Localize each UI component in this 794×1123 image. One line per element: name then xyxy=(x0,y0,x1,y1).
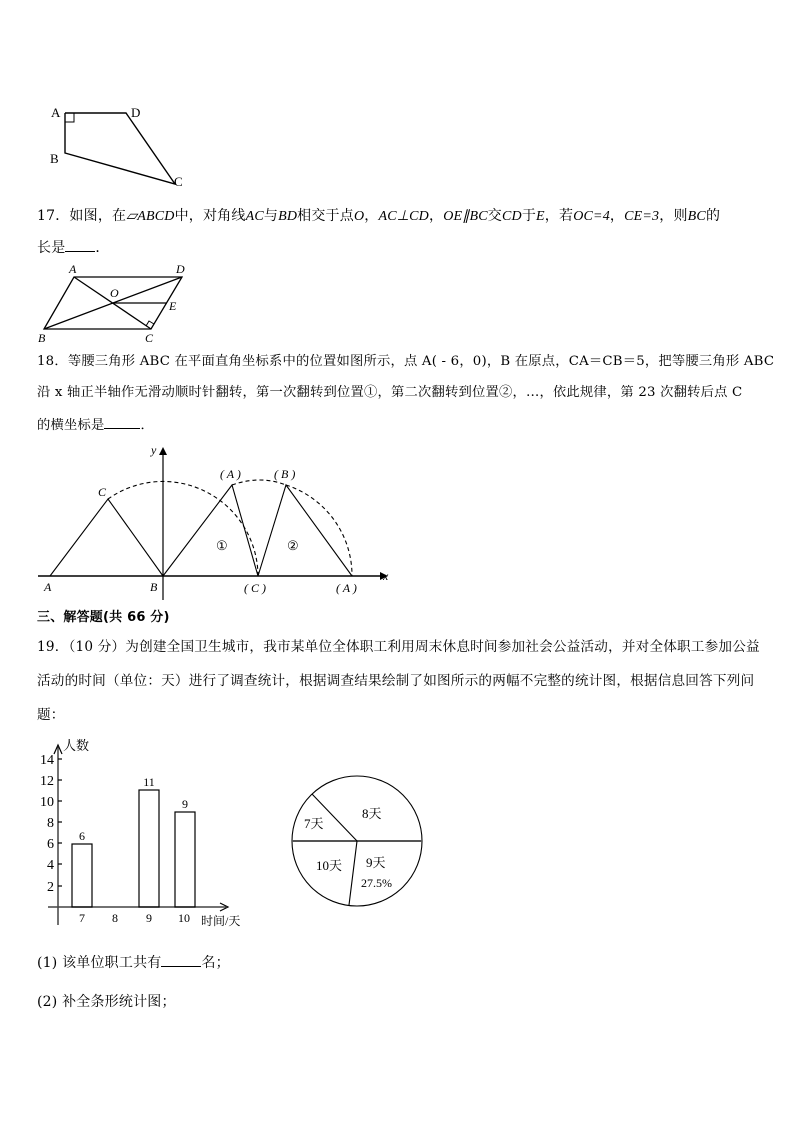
text: ． xyxy=(140,418,154,433)
label-A2: ( A ) xyxy=(336,581,357,595)
text: 名； xyxy=(201,955,230,971)
text: 的 xyxy=(705,208,721,224)
label-D: D xyxy=(176,262,185,276)
answer-blank-17[interactable] xyxy=(65,238,95,252)
text: 中，对角线 xyxy=(174,208,246,224)
question-number: 17． xyxy=(37,208,70,224)
text: ， xyxy=(364,208,379,224)
bar-10 xyxy=(175,812,195,907)
question-19-sub2: (2) 补全条形统计图； xyxy=(37,994,176,1010)
text: 长是 xyxy=(37,240,66,256)
label-A: A xyxy=(51,105,61,120)
question-18-line2: 沿 x 轴正半轴作无滑动顺时针翻转，第一次翻转到位置①，第二次翻转到位置②，…，依此规律，第 23 次翻转后点 C xyxy=(37,385,743,400)
question-17-text xyxy=(37,207,720,226)
label-B1: ( B ) xyxy=(274,467,296,481)
math: BC xyxy=(687,209,706,224)
question-18-line3 xyxy=(37,415,154,435)
bar-value-label: 9 xyxy=(182,797,188,811)
label-C: C xyxy=(174,174,183,189)
text: 的横坐标是 xyxy=(37,418,105,433)
text: (1) 该单位职工共有 xyxy=(37,955,162,971)
label-B: B xyxy=(50,151,59,166)
x-tick: 7 xyxy=(79,911,85,925)
pie-label-10: 10天 xyxy=(316,858,343,873)
y-tick: 14 xyxy=(40,753,54,768)
position-1-marker: ① xyxy=(216,538,228,553)
position-2-marker: ② xyxy=(287,538,299,553)
text: 如图，在 xyxy=(69,208,127,224)
pie-percent-9: 27.5% xyxy=(361,876,392,890)
math: ▱ABCD xyxy=(126,209,175,224)
pie-label-9: 9天 xyxy=(366,855,386,870)
label-C: C xyxy=(98,485,107,499)
text: ， xyxy=(609,208,625,224)
math: BD xyxy=(278,209,298,224)
x-axis-label: x xyxy=(383,569,389,583)
question-17-text-line2 xyxy=(37,238,110,257)
text: 与 xyxy=(263,208,279,224)
math: CE=3 xyxy=(624,209,660,224)
question-19-line3: 题： xyxy=(37,707,65,723)
answer-blank-19-1[interactable] xyxy=(161,953,201,967)
bar-value-label: 11 xyxy=(143,775,155,789)
label-B: B xyxy=(150,580,158,594)
y-tick: 6 xyxy=(47,837,54,852)
x-tick: 10 xyxy=(178,911,190,925)
math: CD xyxy=(501,209,522,224)
pie-chart xyxy=(285,770,430,915)
y-axis-label: y xyxy=(151,443,157,457)
text: ，若 xyxy=(544,208,574,224)
label-A1: ( A ) xyxy=(220,467,241,481)
answer-blank-18[interactable] xyxy=(104,415,140,429)
label-C1: ( C ) xyxy=(244,581,266,595)
bar-9 xyxy=(139,790,159,907)
pie-label-8: 8天 xyxy=(362,806,382,821)
math: AC xyxy=(245,209,264,224)
section-3-heading: 三、解答题(共 66 分) xyxy=(37,610,170,625)
math: OE∥BC xyxy=(443,209,488,224)
pie-label-7: 7天 xyxy=(304,816,324,831)
y-axis-label: 人数 xyxy=(63,738,90,753)
question-18-line1: 18．等腰三角形 ABC 在平面直角坐标系中的位置如图所示，点 A( - 6，0)，B 在原点，CA＝CB＝5，把等腰三角形 ABC xyxy=(37,354,775,369)
question-19-line2: 活动的时间（单位：天）进行了调查统计，根据调查结果绘制了如图所示的两幅不完整的统计图，根据信息回答下列问 xyxy=(37,673,755,689)
question-19-sub1 xyxy=(37,953,230,972)
bar-chart xyxy=(30,735,260,930)
bar-value-label: 6 xyxy=(79,829,85,843)
text: 于 xyxy=(521,208,537,224)
y-tick: 2 xyxy=(47,880,54,895)
math: E xyxy=(536,209,545,224)
math: O xyxy=(353,209,365,224)
figure-parallelogram xyxy=(30,260,210,345)
bar-7 xyxy=(72,844,92,907)
text: 交 xyxy=(487,208,502,224)
question-19-line1: 19．（10 分）为创建全国卫生城市，我市某单位全体职工利用周末休息时间参加社会公益活动，并对全体职工参加公益 xyxy=(37,639,760,655)
figure-quadrilateral-abcd xyxy=(30,95,210,195)
y-tick: 12 xyxy=(40,774,54,789)
label-B: B xyxy=(38,331,46,345)
math: AC⊥CD xyxy=(378,209,429,224)
text: ，则 xyxy=(659,208,688,224)
text: ， xyxy=(429,208,444,224)
label-A: A xyxy=(44,580,52,594)
label-C: C xyxy=(145,331,154,345)
label-A: A xyxy=(69,262,77,276)
label-E: E xyxy=(169,299,177,313)
x-tick: 8 xyxy=(112,911,118,925)
math: OC=4 xyxy=(573,209,610,224)
label-O: O xyxy=(110,286,119,300)
x-tick: 9 xyxy=(146,911,152,925)
y-tick: 4 xyxy=(47,858,54,873)
y-tick: 8 xyxy=(47,816,54,831)
text: ． xyxy=(95,240,110,256)
text: 相交于点 xyxy=(297,208,354,224)
figure-rolling-triangle xyxy=(30,440,400,605)
y-tick: 10 xyxy=(40,795,54,810)
label-D: D xyxy=(131,105,141,120)
x-axis-label: 时间/天 xyxy=(201,914,241,928)
